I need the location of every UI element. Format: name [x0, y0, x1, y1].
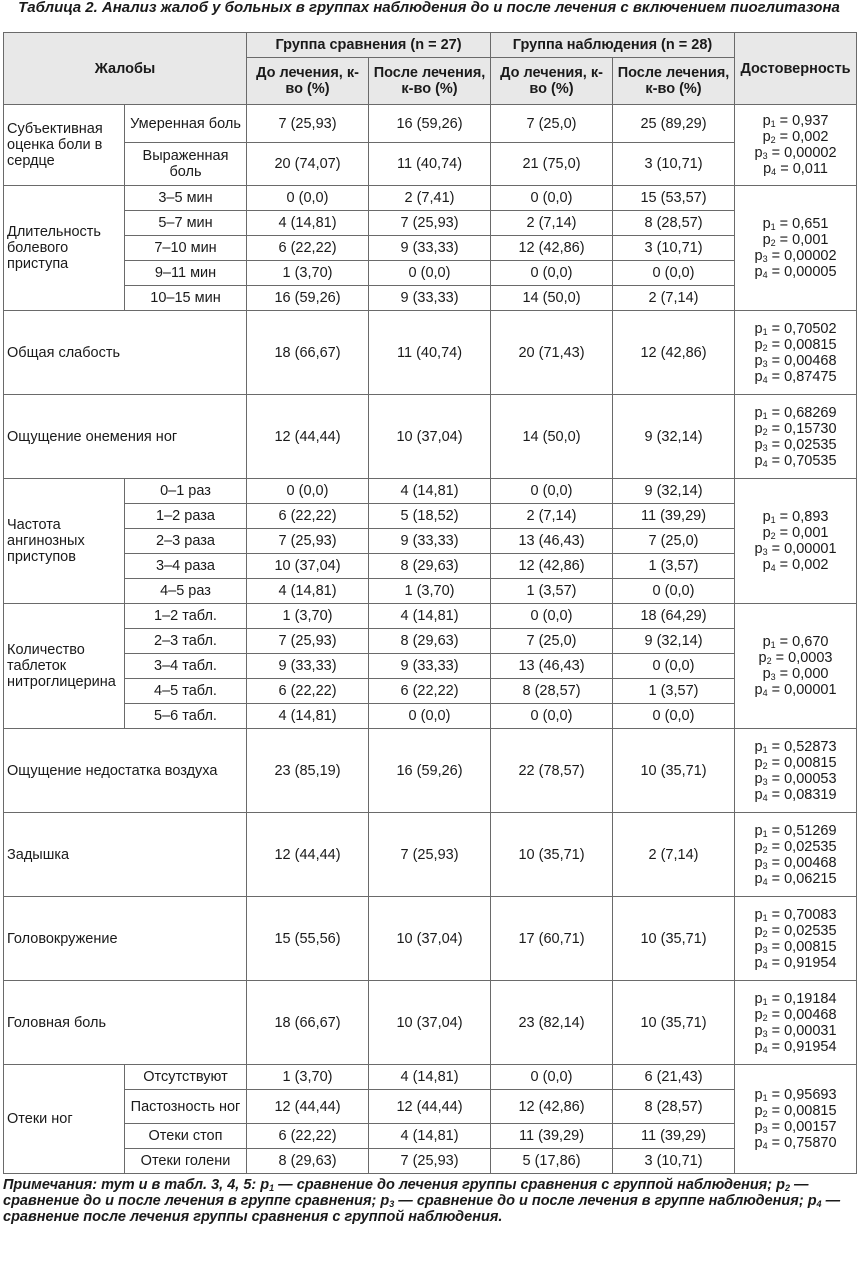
table-row — [4, 286, 857, 311]
value-cell: 7 (25,93) — [369, 1149, 491, 1174]
table-row — [4, 579, 857, 604]
complaint-subcategory: Отсутствуют — [125, 1065, 247, 1090]
value-cell: 2 (7,14) — [491, 504, 613, 529]
value-cell: 7 (25,93) — [247, 105, 369, 143]
value-cell: 12 (44,44) — [247, 813, 369, 897]
p-value-number: = 0,00815 — [767, 1103, 837, 1119]
value-cell: 0 (0,0) — [369, 261, 491, 286]
p-value-number: = 0,00005 — [767, 264, 837, 280]
value-cell: 20 (71,43) — [491, 311, 613, 395]
value-cell: 10 (35,71) — [613, 981, 735, 1065]
header-before-comparison: До лечения, к-во (%) — [247, 58, 369, 105]
p-value: $p_2 = 0,0003$ — [758, 650, 833, 666]
value-cell: 8 (28,57) — [613, 211, 735, 236]
complaint-subcategory: 4–5 табл. — [125, 679, 247, 704]
value-cell: 10 (37,04) — [247, 554, 369, 579]
p-value: $p_4 = 0,70535$ — [754, 452, 837, 469]
table-note: Примечания: тут и в табл. 3, 4, 5: $p_1$ — сравнение до лечения группы сравнения с группой наблюдения; $p_2$ — сравнение до и после лечения в группе сравнения; $p_3$ — сравнение до и после лечения в группе наблюдения; $p_4$ — сравнение после лечения группы сравнения с группой наблюдения. — [3, 1177, 841, 1225]
complaint-subcategory: Пастозность ног — [125, 1090, 247, 1124]
value-cell: 0 (0,0) — [613, 704, 735, 729]
value-cell: 10 (37,04) — [369, 981, 491, 1065]
value-cell: 10 (35,71) — [491, 813, 613, 897]
value-cell: 0 (0,0) — [491, 704, 613, 729]
value-cell: 23 (85,19) — [247, 729, 369, 813]
value-cell: 9 (32,14) — [613, 629, 735, 654]
value-cell: 11 (39,29) — [613, 504, 735, 529]
value-cell: 8 (28,57) — [613, 1090, 735, 1124]
value-cell: 7 (25,0) — [613, 529, 735, 554]
table-row — [4, 105, 857, 143]
p-value-number: = 0,651 — [775, 216, 829, 232]
p-value: $p_1 = 0,19184$ — [754, 990, 837, 1007]
value-cell: 11 (39,29) — [613, 1124, 735, 1149]
value-cell: 2 (7,14) — [491, 211, 613, 236]
table-row — [4, 395, 857, 479]
p-value-number: = 0,00468 — [767, 352, 837, 369]
p-values-cell — [735, 311, 857, 395]
table-row — [4, 311, 857, 395]
value-cell: 14 (50,0) — [491, 395, 613, 479]
value-cell: 2 (7,14) — [613, 813, 735, 897]
p-value-number: = 0,00157 — [767, 1119, 837, 1135]
value-cell: 15 (55,56) — [247, 897, 369, 981]
p-value-number: = 0,937 — [775, 113, 829, 129]
value-cell: 18 (66,67) — [247, 311, 369, 395]
value-cell: 0 (0,0) — [491, 261, 613, 286]
value-cell: 4 (14,81) — [247, 704, 369, 729]
value-cell: 2 (7,14) — [613, 286, 735, 311]
header-after-comparison: После лечения, к-во (%) — [369, 58, 491, 105]
p-value: $p_2 = 0,02535$ — [754, 838, 837, 855]
value-cell: 4 (14,81) — [247, 211, 369, 236]
complaint-subcategory: Отеки голени — [125, 1149, 247, 1174]
p-value: $p_3 = 0,00002$ — [754, 145, 837, 161]
value-cell: 23 (82,14) — [491, 981, 613, 1065]
p-value-number: = 0,02535 — [767, 922, 837, 939]
p-value: $p_4 = 0,75870$ — [754, 1135, 837, 1151]
p-value: $p_4 = 0,00005$ — [754, 264, 837, 280]
table-row — [4, 813, 857, 897]
p-value-number: = 0,00815 — [767, 938, 837, 955]
note-prefix: Примечания: тут и в табл. 3, 4, 5: — [3, 1177, 261, 1193]
table-row — [4, 143, 857, 186]
table-row — [4, 654, 857, 679]
value-cell: 12 (42,86) — [491, 554, 613, 579]
p-value-number: = 0,91954 — [767, 1038, 837, 1055]
p-value: $p_1 = 0,70083$ — [754, 906, 837, 923]
p-value: $p_4 = 0,08319$ — [754, 786, 837, 803]
p-value: $p_2 = 0,002$ — [762, 129, 829, 145]
p-value-number: = 0,0003 — [771, 650, 833, 666]
value-cell: 10 (35,71) — [613, 729, 735, 813]
p-value-number: = 0,002 — [775, 129, 829, 145]
note-item: — сравнение до лечения группы сравнения с группой наблюдения; — [274, 1177, 777, 1193]
value-cell: 18 (66,67) — [247, 981, 369, 1065]
p-value-number: = 0,011 — [776, 161, 828, 177]
value-cell: 3 (10,71) — [613, 143, 735, 186]
table-row — [4, 629, 857, 654]
p-value-number: = 0,002 — [775, 557, 829, 573]
value-cell: 0 (0,0) — [247, 186, 369, 211]
p-value: $p_3 = 0,000$ — [762, 666, 829, 682]
table-row — [4, 704, 857, 729]
p-value-number: = 0,00002 — [767, 248, 837, 264]
header-after-observation: После лечения, к-во (%) — [613, 58, 735, 105]
value-cell: 6 (21,43) — [613, 1065, 735, 1090]
p-value: $p_2 = 0,02535$ — [754, 922, 837, 939]
p-value-number: = 0,00001 — [767, 682, 837, 698]
table-row — [4, 236, 857, 261]
p-value: $p_1 = 0,937$ — [762, 113, 829, 129]
value-cell: 1 (3,57) — [491, 579, 613, 604]
p-values-cell — [735, 729, 857, 813]
p-value-number: = 0,001 — [775, 525, 829, 541]
p-value: $p_3 = 0,00002$ — [754, 248, 837, 264]
value-cell: 1 (3,70) — [247, 604, 369, 629]
p-value-number: = 0,51269 — [767, 822, 837, 839]
p-value: $p_1 = 0,51269$ — [754, 822, 837, 839]
p-value-number: = 0,08319 — [767, 786, 837, 803]
p-values-cell — [735, 981, 857, 1065]
p-value-number: = 0,00468 — [767, 854, 837, 871]
value-cell: 0 (0,0) — [491, 604, 613, 629]
complaint-subcategory: 3–4 табл. — [125, 654, 247, 679]
p-value: $p_3 = 0,00031$ — [754, 1022, 837, 1039]
p-value-number: = 0,70502 — [767, 320, 837, 337]
value-cell: 0 (0,0) — [613, 579, 735, 604]
p-value-number: = 0,52873 — [767, 738, 837, 755]
header-group-observation: Группа наблюдения (n = 28) — [491, 33, 735, 58]
p-value: $p_2 = 0,00815$ — [754, 336, 837, 353]
value-cell: 2 (7,41) — [369, 186, 491, 211]
table-row — [4, 554, 857, 579]
table-row — [4, 1090, 857, 1124]
table-body — [4, 105, 857, 1174]
p-values-cell — [735, 186, 857, 311]
value-cell: 8 (29,63) — [369, 554, 491, 579]
table-row — [4, 529, 857, 554]
p-values-cell — [735, 395, 857, 479]
p-value-number: = 0,70083 — [767, 906, 837, 923]
value-cell: 5 (18,52) — [369, 504, 491, 529]
complaint-category: Длительность болевого приступа — [4, 186, 125, 311]
value-cell: 16 (59,26) — [247, 286, 369, 311]
p-value-number: = 0,02535 — [767, 838, 837, 855]
p-values-cell — [735, 479, 857, 604]
value-cell: 0 (0,0) — [369, 704, 491, 729]
complaint-category: Общая слабость — [4, 311, 247, 395]
value-cell: 3 (10,71) — [613, 1149, 735, 1174]
value-cell: 17 (60,71) — [491, 897, 613, 981]
value-cell: 1 (3,70) — [369, 579, 491, 604]
p-value: $p_2 = 0,001$ — [762, 525, 829, 541]
p-value: $p_4 = 0,002$ — [762, 557, 829, 573]
p-value: $p_4 = 0,00001$ — [754, 682, 837, 698]
value-cell: 13 (46,43) — [491, 529, 613, 554]
p-value: $p_1 = 0,70502$ — [754, 320, 837, 337]
value-cell: 0 (0,0) — [247, 479, 369, 504]
table-row — [4, 211, 857, 236]
p-values-cell — [735, 897, 857, 981]
p-value: $p_4 = 0,91954$ — [754, 1038, 837, 1055]
p-value-number: = 0,70535 — [767, 452, 837, 469]
p-value: $p_1 = 0,893$ — [762, 509, 829, 525]
p-value-number: = 0,893 — [775, 509, 829, 525]
p-value: $p_3 = 0,00001$ — [754, 541, 837, 557]
value-cell: 13 (46,43) — [491, 654, 613, 679]
p-values-cell — [735, 1065, 857, 1174]
p-values-cell — [735, 105, 857, 186]
header-complaints: Жалобы — [4, 33, 247, 105]
complaint-category: Количество таблеток нитроглицерина — [4, 604, 125, 729]
p-value: $p_4 = 0,06215$ — [754, 870, 837, 887]
p-value-number: = 0,00815 — [767, 336, 837, 353]
complaint-subcategory: Выраженная боль — [125, 143, 247, 186]
value-cell: 8 (29,63) — [369, 629, 491, 654]
value-cell: 11 (40,74) — [369, 143, 491, 186]
p-value: $p_4 = 0,011$ — [763, 161, 828, 177]
value-cell: 10 (37,04) — [369, 395, 491, 479]
value-cell: 18 (64,29) — [613, 604, 735, 629]
value-cell: 5 (17,86) — [491, 1149, 613, 1174]
value-cell: 0 (0,0) — [491, 1065, 613, 1090]
p-value-number: = 0,00815 — [767, 754, 837, 771]
value-cell: 12 (42,86) — [491, 1090, 613, 1124]
complaint-category: Частота ангинозных приступов — [4, 479, 125, 604]
p-value: $p_1 = 0,52873$ — [754, 738, 837, 755]
p-value-number: = 0,00002 — [767, 145, 837, 161]
value-cell: 9 (33,33) — [369, 529, 491, 554]
value-cell: 9 (33,33) — [369, 654, 491, 679]
table-row — [4, 1149, 857, 1174]
complaint-subcategory: 7–10 мин — [125, 236, 247, 261]
p-value: $p_3 = 0,02535$ — [754, 436, 837, 453]
value-cell: 7 (25,0) — [491, 105, 613, 143]
complaint-subcategory: 3–5 мин — [125, 186, 247, 211]
value-cell: 7 (25,93) — [369, 211, 491, 236]
value-cell: 12 (44,44) — [247, 1090, 369, 1124]
value-cell: 8 (29,63) — [247, 1149, 369, 1174]
p-value-number: = 0,68269 — [767, 404, 837, 421]
p-value: $p_2 = 0,15730$ — [754, 420, 837, 437]
complaint-subcategory: 1–2 табл. — [125, 604, 247, 629]
value-cell: 9 (33,33) — [247, 654, 369, 679]
value-cell: 7 (25,93) — [247, 629, 369, 654]
p-value: $p_3 = 0,00815$ — [754, 938, 837, 955]
value-cell: 8 (28,57) — [491, 679, 613, 704]
value-cell: 4 (14,81) — [247, 579, 369, 604]
value-cell: 25 (89,29) — [613, 105, 735, 143]
note-item: — сравнение после лечения группы сравнения с группой наблюдения. — [3, 1193, 841, 1225]
p-value-number: = 0,19184 — [767, 990, 837, 1007]
complaint-subcategory: Отеки стоп — [125, 1124, 247, 1149]
table-row — [4, 981, 857, 1065]
table-row — [4, 1124, 857, 1149]
table-row — [4, 679, 857, 704]
p-value: $p_4 = 0,91954$ — [754, 954, 837, 971]
value-cell: 1 (3,70) — [247, 261, 369, 286]
value-cell: 0 (0,0) — [491, 186, 613, 211]
value-cell: 0 (0,0) — [491, 479, 613, 504]
value-cell: 6 (22,22) — [247, 504, 369, 529]
value-cell: 6 (22,22) — [247, 236, 369, 261]
complaint-subcategory: Умеренная боль — [125, 105, 247, 143]
table-row — [4, 504, 857, 529]
complaint-subcategory: 10–15 мин — [125, 286, 247, 311]
complaint-category: Субъективная оценка боли в сердце — [4, 105, 125, 186]
p-value: $p_3 = 0,00468$ — [754, 854, 837, 871]
complaint-category: Головная боль — [4, 981, 247, 1065]
value-cell: 9 (33,33) — [369, 286, 491, 311]
p-values-cell — [735, 813, 857, 897]
complaint-category: Головокружение — [4, 897, 247, 981]
p-value: $p_4 = 0,87475$ — [754, 368, 837, 385]
value-cell: 6 (22,22) — [247, 1124, 369, 1149]
p-value-number: = 0,06215 — [767, 870, 837, 887]
value-cell: 9 (32,14) — [613, 479, 735, 504]
p-value-number: = 0,00031 — [767, 1022, 837, 1039]
value-cell: 12 (42,86) — [491, 236, 613, 261]
p-value-number: = 0,670 — [775, 634, 829, 650]
value-cell: 1 (3,70) — [247, 1065, 369, 1090]
complaint-subcategory: 5–6 табл. — [125, 704, 247, 729]
p-value-number: = 0,15730 — [767, 420, 837, 437]
complaint-category: Ощущение недостатка воздуха — [4, 729, 247, 813]
value-cell: 0 (0,0) — [613, 654, 735, 679]
value-cell: 11 (39,29) — [491, 1124, 613, 1149]
value-cell: 11 (40,74) — [369, 311, 491, 395]
note-item: — сравнение до и после лечения в группе наблюдения; — [394, 1193, 808, 1209]
p-value: $p_3 = 0,00053$ — [754, 770, 837, 787]
value-cell: 9 (32,14) — [613, 395, 735, 479]
p-value-number: = 0,95693 — [767, 1087, 837, 1103]
value-cell: 1 (3,57) — [613, 554, 735, 579]
complaint-subcategory: 5–7 мин — [125, 211, 247, 236]
p-value-number: = 0,91954 — [767, 954, 837, 971]
p-value: $p_2 = 0,001$ — [762, 232, 829, 248]
table-row — [4, 729, 857, 813]
p-value-number: = 0,00001 — [767, 541, 837, 557]
table-row — [4, 186, 857, 211]
complaint-subcategory: 2–3 раза — [125, 529, 247, 554]
p-value: $p_2 = 0,00815$ — [754, 754, 837, 771]
p-value-number: = 0,02535 — [767, 436, 837, 453]
complaint-subcategory: 0–1 раз — [125, 479, 247, 504]
value-cell: 10 (37,04) — [369, 897, 491, 981]
value-cell: 6 (22,22) — [247, 679, 369, 704]
p-value-number: = 0,00468 — [767, 1006, 837, 1023]
complaint-subcategory: 4–5 раз — [125, 579, 247, 604]
table-row — [4, 1065, 857, 1090]
note-item: — сравнение до и после лечения в группе сравнения; — [3, 1177, 809, 1209]
p-value-number: = 0,000 — [775, 666, 829, 682]
value-cell: 1 (3,57) — [613, 679, 735, 704]
complaint-category: Отеки ног — [4, 1065, 125, 1174]
value-cell: 7 (25,93) — [247, 529, 369, 554]
p-value-number: = 0,00053 — [767, 770, 837, 787]
value-cell: 9 (33,33) — [369, 236, 491, 261]
value-cell: 15 (53,57) — [613, 186, 735, 211]
value-cell: 4 (14,81) — [369, 1124, 491, 1149]
value-cell: 4 (14,81) — [369, 604, 491, 629]
p-value: $p_2 = 0,00815$ — [754, 1103, 837, 1119]
p-value: $p_1 = 0,651$ — [762, 216, 829, 232]
table-row — [4, 261, 857, 286]
value-cell: 7 (25,0) — [491, 629, 613, 654]
table-row — [4, 479, 857, 504]
complaint-subcategory: 9–11 мин — [125, 261, 247, 286]
p-value-number: = 0,87475 — [767, 368, 837, 385]
complaints-table — [3, 32, 857, 1174]
p-value-number: = 0,001 — [775, 232, 829, 248]
table-row — [4, 897, 857, 981]
p-value: $p_1 = 0,95693$ — [754, 1087, 837, 1103]
value-cell: 16 (59,26) — [369, 729, 491, 813]
value-cell: 7 (25,93) — [369, 813, 491, 897]
value-cell: 16 (59,26) — [369, 105, 491, 143]
complaint-subcategory: 3–4 раза — [125, 554, 247, 579]
header-before-observation: До лечения, к-во (%) — [491, 58, 613, 105]
value-cell: 4 (14,81) — [369, 1065, 491, 1090]
value-cell: 22 (78,57) — [491, 729, 613, 813]
value-cell: 21 (75,0) — [491, 143, 613, 186]
header-group-comparison: Группа сравнения (n = 27) — [247, 33, 491, 58]
complaint-subcategory: 2–3 табл. — [125, 629, 247, 654]
p-values-cell — [735, 604, 857, 729]
table-row — [4, 604, 857, 629]
table-caption: Таблица 2. Анализ жалоб у больных в группах наблюдения до и после лечения с включением пиоглитазона — [18, 0, 840, 16]
header-significance: Достоверность — [735, 33, 857, 105]
value-cell: 20 (74,07) — [247, 143, 369, 186]
complaint-subcategory: 1–2 раза — [125, 504, 247, 529]
value-cell: 12 (44,44) — [369, 1090, 491, 1124]
p-value: $p_3 = 0,00468$ — [754, 352, 837, 369]
value-cell: 6 (22,22) — [369, 679, 491, 704]
value-cell: 3 (10,71) — [613, 236, 735, 261]
value-cell: 0 (0,0) — [613, 261, 735, 286]
value-cell: 14 (50,0) — [491, 286, 613, 311]
p-value: $p_3 = 0,00157$ — [754, 1119, 837, 1135]
value-cell: 12 (42,86) — [613, 311, 735, 395]
value-cell: 12 (44,44) — [247, 395, 369, 479]
p-value-number: = 0,75870 — [767, 1135, 837, 1151]
value-cell: 10 (35,71) — [613, 897, 735, 981]
complaint-category: Задышка — [4, 813, 247, 897]
p-value: $p_1 = 0,670$ — [762, 634, 829, 650]
p-value: $p_2 = 0,00468$ — [754, 1006, 837, 1023]
complaint-category: Ощущение онемения ног — [4, 395, 247, 479]
p-value: $p_1 = 0,68269$ — [754, 404, 837, 421]
value-cell: 4 (14,81) — [369, 479, 491, 504]
